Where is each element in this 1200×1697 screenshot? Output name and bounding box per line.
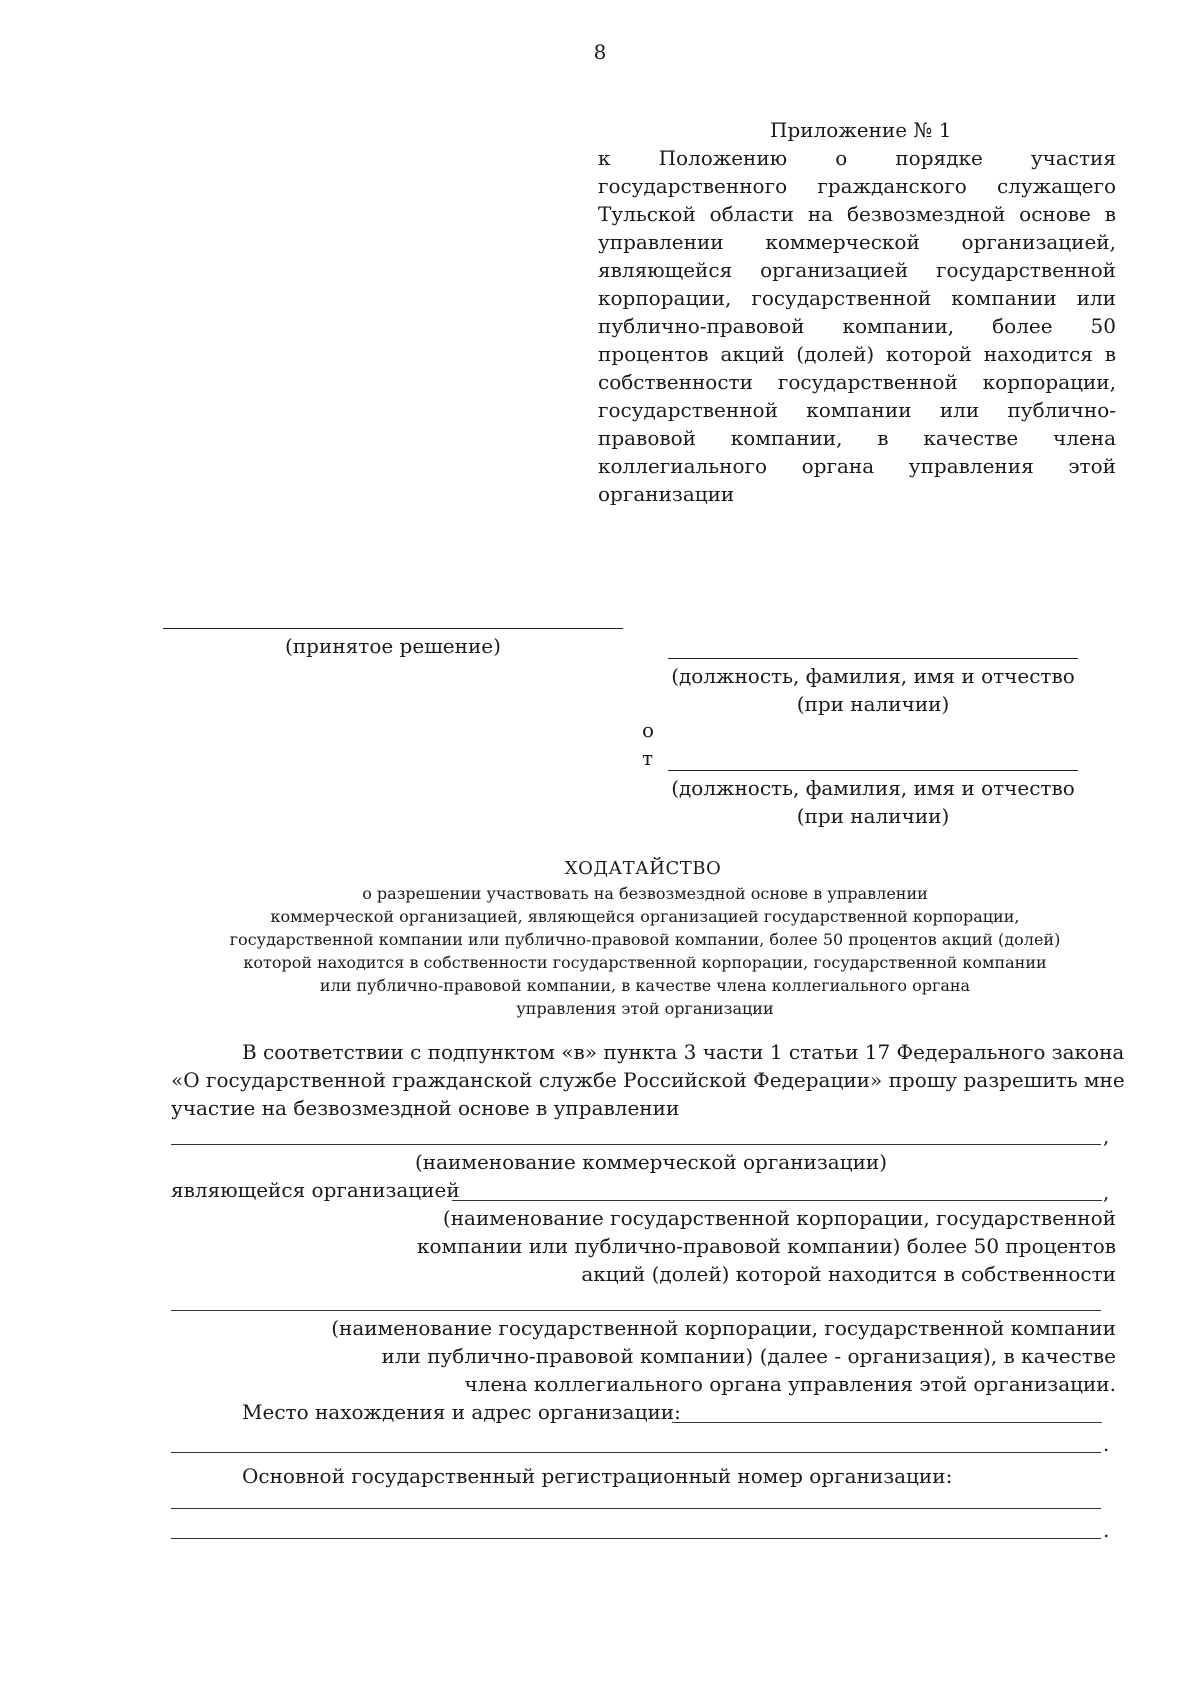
addressee-caption-1: (должность, фамилия, имя и отчество	[671, 664, 1075, 688]
intro-line-1: В соответствии с подпунктом «в» пункта 3 части 1 статьи 17 Федерального закона	[242, 1040, 1125, 1064]
subtitle-line: о разрешении участвовать на безвозмездной основе в управлении	[362, 884, 928, 903]
sender-line[interactable]	[668, 770, 1078, 771]
petition-subtitle	[160, 882, 1130, 1020]
being-org-label: являющейся организацией	[171, 1178, 460, 1202]
corp2-caption-line-3: члена коллегиального органа управления этой организации.	[464, 1372, 1116, 1396]
appendix-title: Приложение № 1	[770, 118, 952, 142]
from-letter-o: о	[642, 718, 655, 742]
subtitle-line: которой находится в собственности государственной корпорации, государственной компании	[243, 953, 1047, 972]
commercial-org-name-field[interactable]	[171, 1144, 1101, 1145]
address-field-2[interactable]	[171, 1452, 1101, 1453]
intro-line-3: участие на безвозмездной основе в управлении	[171, 1096, 680, 1120]
addressee-caption-2: (при наличии)	[796, 692, 950, 716]
ogrn-field-2[interactable]	[171, 1538, 1101, 1539]
subtitle-line: коммерческой организацией, являющейся организацией государственной корпорации,	[270, 907, 1020, 926]
ogrn-field-1[interactable]	[171, 1508, 1101, 1509]
corp-caption-line-3: акций (долей) которой находится в собственности	[581, 1262, 1116, 1286]
comma-mark: ,	[1103, 1180, 1110, 1204]
corp2-caption-line-2: или публично-правовой компании) (далее - организация), в качестве	[381, 1344, 1116, 1368]
appendix-text: к Положению о порядке участия государственного гражданского служащего Тульской области на безвозмездной основе в управлении коммерческой организацией, являющейся организацией государственной корпорации, государственной компании или публично-правовой компании, более 50 процентов акций (долей) которой находится в собственности государственной корпорации, государственной компании или публично-правовой компании, в качестве члена коллегиального органа управления этой организации	[598, 146, 1116, 506]
corp-caption-line-1: (наименование государственной корпорации, государственной	[442, 1206, 1116, 1230]
sender-caption-1: (должность, фамилия, имя и отчество	[671, 776, 1075, 800]
address-label: Место нахождения и адрес организации:	[242, 1400, 681, 1424]
intro-line-2: «О государственной гражданской службе Российской Федерации» прошу разрешить мне	[171, 1068, 1125, 1092]
page-number: 8	[593, 40, 607, 64]
comma-mark: ,	[1103, 1124, 1110, 1148]
corp2-caption-line-1: (наименование государственной корпорации, государственной компании	[331, 1316, 1116, 1340]
addressee-line[interactable]	[668, 658, 1078, 659]
org-name-caption: (наименование коммерческой организации)	[415, 1150, 888, 1174]
subtitle-line: управления этой организации	[516, 999, 774, 1018]
subtitle-line: или публично-правовой компании, в качестве члена коллегиального органа	[319, 976, 971, 995]
owner-corp-name-field[interactable]	[171, 1310, 1101, 1311]
state-corp-name-field[interactable]	[452, 1200, 1102, 1201]
petition-title: ХОДАТАЙСТВО	[564, 858, 722, 879]
period-mark: .	[1103, 1432, 1110, 1456]
ogrn-label: Основной государственный регистрационный номер организации:	[242, 1464, 953, 1488]
subtitle-line: государственной компании или публично-правовой компании, более 50 процентов акций (долей)	[229, 930, 1061, 949]
period-mark: .	[1103, 1518, 1110, 1542]
decision-caption: (принятое решение)	[285, 634, 501, 658]
decision-line[interactable]	[163, 628, 623, 629]
from-letter-t: т	[642, 746, 654, 770]
corp-caption-line-2: компании или публично-правовой компании) более 50 процентов	[417, 1234, 1116, 1258]
sender-caption-2: (при наличии)	[796, 804, 950, 828]
address-field-1[interactable]	[672, 1422, 1102, 1423]
